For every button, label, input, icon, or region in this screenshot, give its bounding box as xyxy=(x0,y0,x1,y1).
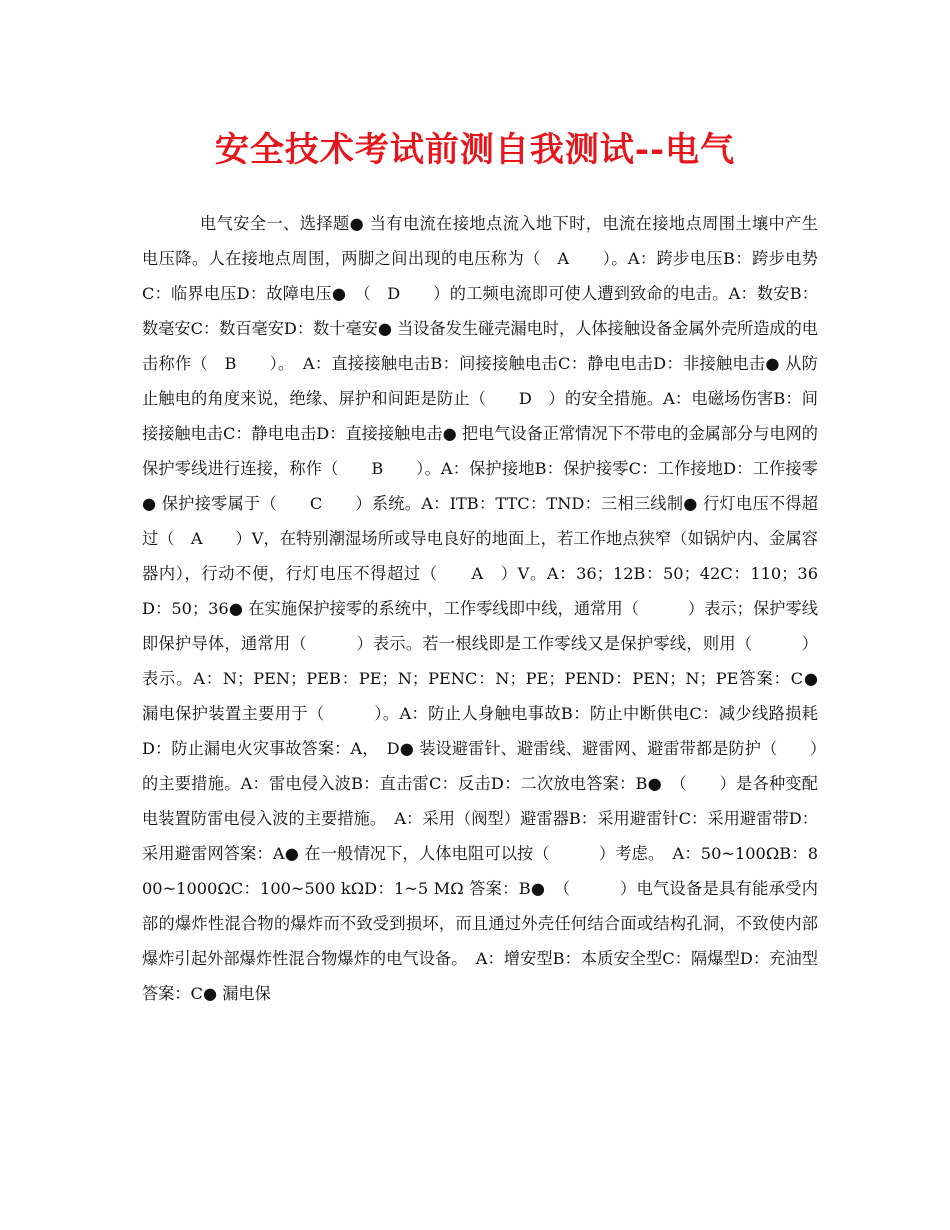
document-body-text: 电气安全一、选择题● 当有电流在接地点流入地下时，电流在接地点周围土壤中产生电压降。人在接地点周围，两脚之间出现的电压称为（ A ）。A：跨步电压B：跨步电势C：临界电压D：故障电压● （ D ）的工频电流即可使人遭到致命的电击。A：数安B：数毫安C：数百毫安D：数十毫安● 当设备发生碰壳漏电时，人体接触设备金属外壳所造成的电击称作（ B ）。 A：直接接触电击B：间接接触电击C：静电电击D：非接触电击● 从防止触电的角度来说，绝缘、屏护和间距是防止（ D ）的安全措施。A：电磁场伤害B：间接接触电击C：静电电击D：直接接触电击● 把电气设备正常情况下不带电的金属部分与电网的保护零线进行连接，称作（ B ）。A：保护接地B：保护接零C：工作接地D：工作接零● 保护接零属于（ C ）系统。A：ITB：TTC：TND：三相三线制● 行灯电压不得超过（ A ）V，在特别潮湿场所或导电良好的地面上，若工作地点狭窄（如锅炉内、金属容器内），行动不便，行灯电压不得超过（ A ）V。A：36；12B：50；42C：110；36D：50；36● 在实施保护接零的系统中，工作零线即中线，通常用（ ）表示；保护零线即保护导体，通常用（ ）表示。若一根线即是工作零线又是保护零线，则用（ ）表示。A：N；PEN；PEB：PE；N；PENC：N；PE；PEND：PEN；N；PE答案：C● 漏电保护装置主要用于（ ）。A：防止人身触电事故B：防止中断供电C：减少线路损耗D：防止漏电火灾事故答案：A， D● 装设避雷针、避雷线、避雷网、避雷带都是防护（ ）的主要措施。A：雷电侵入波B：直击雷C：反击D：二次放电答案：B● （ ）是各种变配电装置防雷电侵入波的主要措施。 A：采用（阀型）避雷器B：采用避雷针C：采用避雷带D：采用避雷网答案：A● 在一般情况下，人体电阻可以按（ ）考虑。 A：50~100ΩB：800~1000ΩC：100~500 kΩD：1~5 MΩ 答案：B● （ ）电气设备是具有能承受内部的爆炸性混合物的爆炸而不致受到损坏，而且通过外壳任何结合面或结构孔洞，不致使内部爆炸引起外部爆炸性混合物爆炸的电气设备。 A：增安型B：本质安全型C：隔爆型D：充油型答案：C● 漏电保 xyxy=(142,214,818,1003)
document-title: 安全技术考试前测自我测试--电气 xyxy=(214,130,736,170)
